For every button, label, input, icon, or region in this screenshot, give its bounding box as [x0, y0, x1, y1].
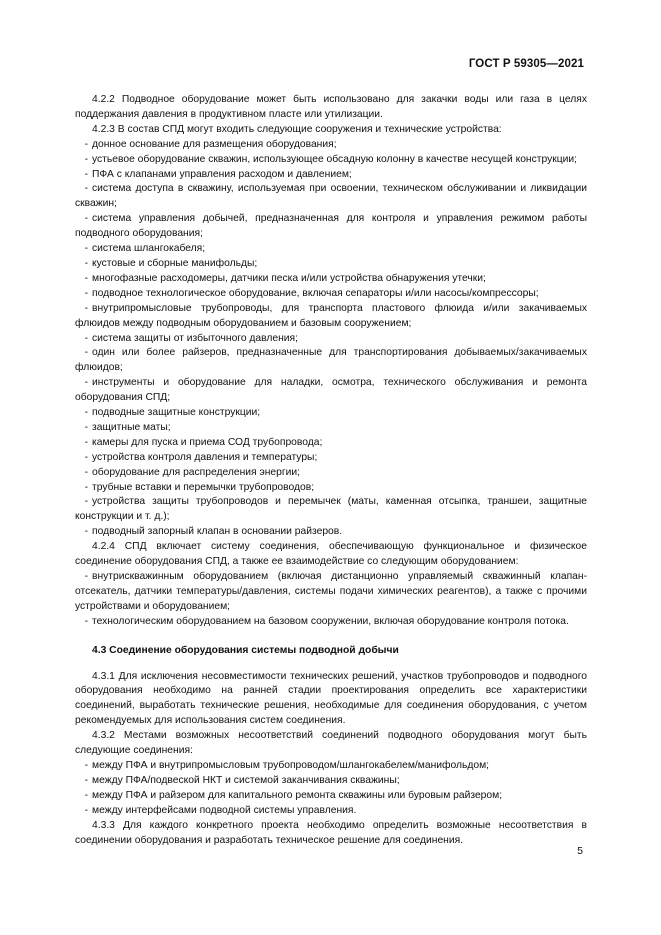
- list-dash: -: [84, 287, 88, 299]
- list-dash: -: [84, 804, 88, 816]
- list-item-text: внутрискважинным оборудованием (включая дистанционно управляемый скважинный клапан-отсекатель, датчики температуры/давления, системы подачи химических реагентов), а также с прочими устройствами и оборудованием;: [75, 571, 587, 612]
- list-dash: -: [84, 436, 88, 448]
- list-item: [75, 421, 587, 436]
- list-item: [75, 525, 587, 540]
- list-dash: -: [84, 332, 88, 344]
- list-item: [75, 212, 587, 242]
- section-4-3-text: [75, 670, 587, 849]
- list-dash: -: [84, 153, 88, 165]
- list-item: [75, 182, 587, 212]
- list-dash: -: [84, 466, 88, 478]
- list-dash: -: [84, 347, 88, 359]
- list-item-text: подводное технологическое оборудование, включая сепараторы и/или насосы/компрессоры;: [92, 287, 539, 299]
- list-dash: -: [84, 243, 88, 255]
- list-dash: -: [84, 615, 88, 627]
- list-item: [75, 436, 587, 451]
- list-dash: -: [84, 302, 88, 314]
- list-dash: -: [84, 407, 88, 419]
- list-item: [75, 332, 587, 347]
- list-item-text: система защиты от избыточного давления;: [92, 332, 298, 344]
- list-item-text: между ПФА/подвеской НКТ и системой заканчивания скважины;: [92, 774, 400, 786]
- list-item-text: защитные маты;: [92, 421, 171, 433]
- list-item-text: кустовые и сборные манифольды;: [92, 257, 258, 269]
- section-heading: 4.3 Соединение оборудования системы подводной добычи: [92, 644, 399, 656]
- list-item-text: между ПФА и райзером для капитального ремонта скважины или буровым райзером;: [92, 789, 503, 801]
- list-item: [75, 168, 587, 183]
- list-item: [75, 138, 587, 153]
- list-item: [75, 774, 587, 789]
- list-item-text: инструменты и оборудование для наладки, осмотра, технического обслуживания и ремонта оборудования СПД;: [75, 377, 587, 404]
- paragraph: 4.3.2 Местами возможных несоответствий соединений подводного оборудования могут быть следующие соединения:: [75, 730, 587, 757]
- list-item-text: внутрипромысловые трубопроводы, для транспорта пластового флюида и/или закачиваемых флюидов между подводным оборудованием и базовым сооружением;: [75, 302, 587, 329]
- list-item: [75, 495, 587, 525]
- list-dash: -: [84, 451, 88, 463]
- list-item-text: система управления добычей, предназначенная для контроля и управления режимом работы подводного оборудования;: [75, 213, 587, 240]
- list-item-text: система доступа в скважину, используемая при освоении, техническом обслуживании и ликвидации скважин;: [75, 183, 587, 210]
- list-item-text: устьевое оборудование скважин, использующее обсадную колонну в качестве несущей конструкции;: [92, 153, 577, 165]
- paragraph: 4.2.2 Подводное оборудование может быть использовано для закачки воды или газа в целях поддержания давления в продуктивном пласте или утилизации.: [75, 94, 587, 120]
- list-item-text: многофазные расходомеры, датчики песка и/или устройства обнаружения утечки;: [92, 272, 486, 284]
- paragraph: 4.2.3 В состав СПД могут входить следующие сооружения и технические устройства:: [92, 123, 502, 135]
- list-item: [75, 615, 587, 630]
- list-item: [75, 466, 587, 481]
- paragraph: 4.2.4 СПД включает систему соединения, обеспечивающую функциональное и физическое соединение оборудования СПД, а также ее взаимодействие со следующим оборудованием:: [75, 541, 587, 568]
- list-item-text: система шлангокабеля;: [92, 243, 206, 255]
- list-dash: -: [84, 496, 88, 508]
- list-item-text: трубные вставки и перемычки трубопроводов;: [92, 481, 315, 493]
- list-item: [75, 242, 587, 257]
- list-item-text: устройства защиты трубопроводов и перемычек (маты, каменная отсыпка, траншеи, защитные конструкции и т. д.);: [75, 496, 587, 523]
- paragraph: 4.3.3 Для каждого конкретного проекта необходимо определить возможные несоответствия в соединении оборудования и разработать техническое решение для соединения.: [75, 819, 587, 846]
- list-item: [75, 789, 587, 804]
- list-dash: -: [84, 213, 88, 225]
- list-dash: -: [84, 526, 88, 538]
- list-item: [75, 346, 587, 376]
- list-item: [75, 406, 587, 421]
- list-item: [75, 287, 587, 302]
- list-item: [75, 302, 587, 332]
- list-item: [75, 153, 587, 168]
- section-4-2-text: [75, 93, 587, 630]
- list-item-text: между интерфейсами подводной системы управления.: [92, 804, 357, 816]
- list-item: [75, 804, 587, 819]
- list-item: [75, 759, 587, 774]
- list-item-text: между ПФА и внутрипромысловым трубопроводом/шлангокабелем/манифольдом;: [92, 759, 490, 771]
- list-item-text: ПФА с клапанами управления расходом и давлением;: [92, 168, 352, 180]
- page-number: 5: [577, 845, 583, 857]
- list-item: [75, 570, 587, 615]
- document-body: [75, 93, 587, 848]
- list-item: [75, 481, 587, 496]
- list-item: [75, 376, 587, 406]
- list-item-text: технологическим оборудованием на базовом сооружении, включая оборудование контроля потока.: [92, 615, 569, 627]
- list-item: [75, 451, 587, 466]
- list-item: [75, 257, 587, 272]
- list-item-text: подводные защитные конструкции;: [92, 407, 261, 419]
- list-item-text: подводный запорный клапан в основании райзеров.: [92, 526, 343, 538]
- list-dash: -: [84, 183, 88, 195]
- list-dash: -: [84, 257, 88, 269]
- list-item-text: один или более райзеров, предназначенные для транспортирования добываемых/закачиваемых флюидов;: [75, 347, 587, 374]
- list-item-text: донное основание для размещения оборудования;: [92, 138, 337, 150]
- list-item-text: устройства контроля давления и температуры;: [92, 451, 318, 463]
- list-dash: -: [84, 481, 88, 493]
- list-dash: -: [84, 759, 88, 771]
- list-dash: -: [84, 168, 88, 180]
- list-dash: -: [84, 789, 88, 801]
- list-dash: -: [84, 774, 88, 786]
- list-item-text: оборудование для распределения энергии;: [92, 466, 300, 478]
- list-item-text: камеры для пуска и приема СОД трубопровода;: [92, 436, 323, 448]
- document-id: ГОСТ Р 59305—2021: [468, 58, 584, 70]
- list-dash: -: [84, 138, 88, 150]
- list-dash: -: [84, 421, 88, 433]
- list-item: [75, 272, 587, 287]
- list-dash: -: [84, 571, 88, 582]
- list-dash: -: [84, 272, 88, 284]
- list-dash: -: [84, 377, 88, 389]
- paragraph: 4.3.1 Для исключения несовместимости технических решений, участков трубопроводов и подводного оборудования необходимо на ранней стадии проектирования определить все характеристики соединений, выработать технические решения, необходимые для соединения оборудования, с учетом рекомендуемых для использования систем соединения.: [75, 670, 587, 727]
